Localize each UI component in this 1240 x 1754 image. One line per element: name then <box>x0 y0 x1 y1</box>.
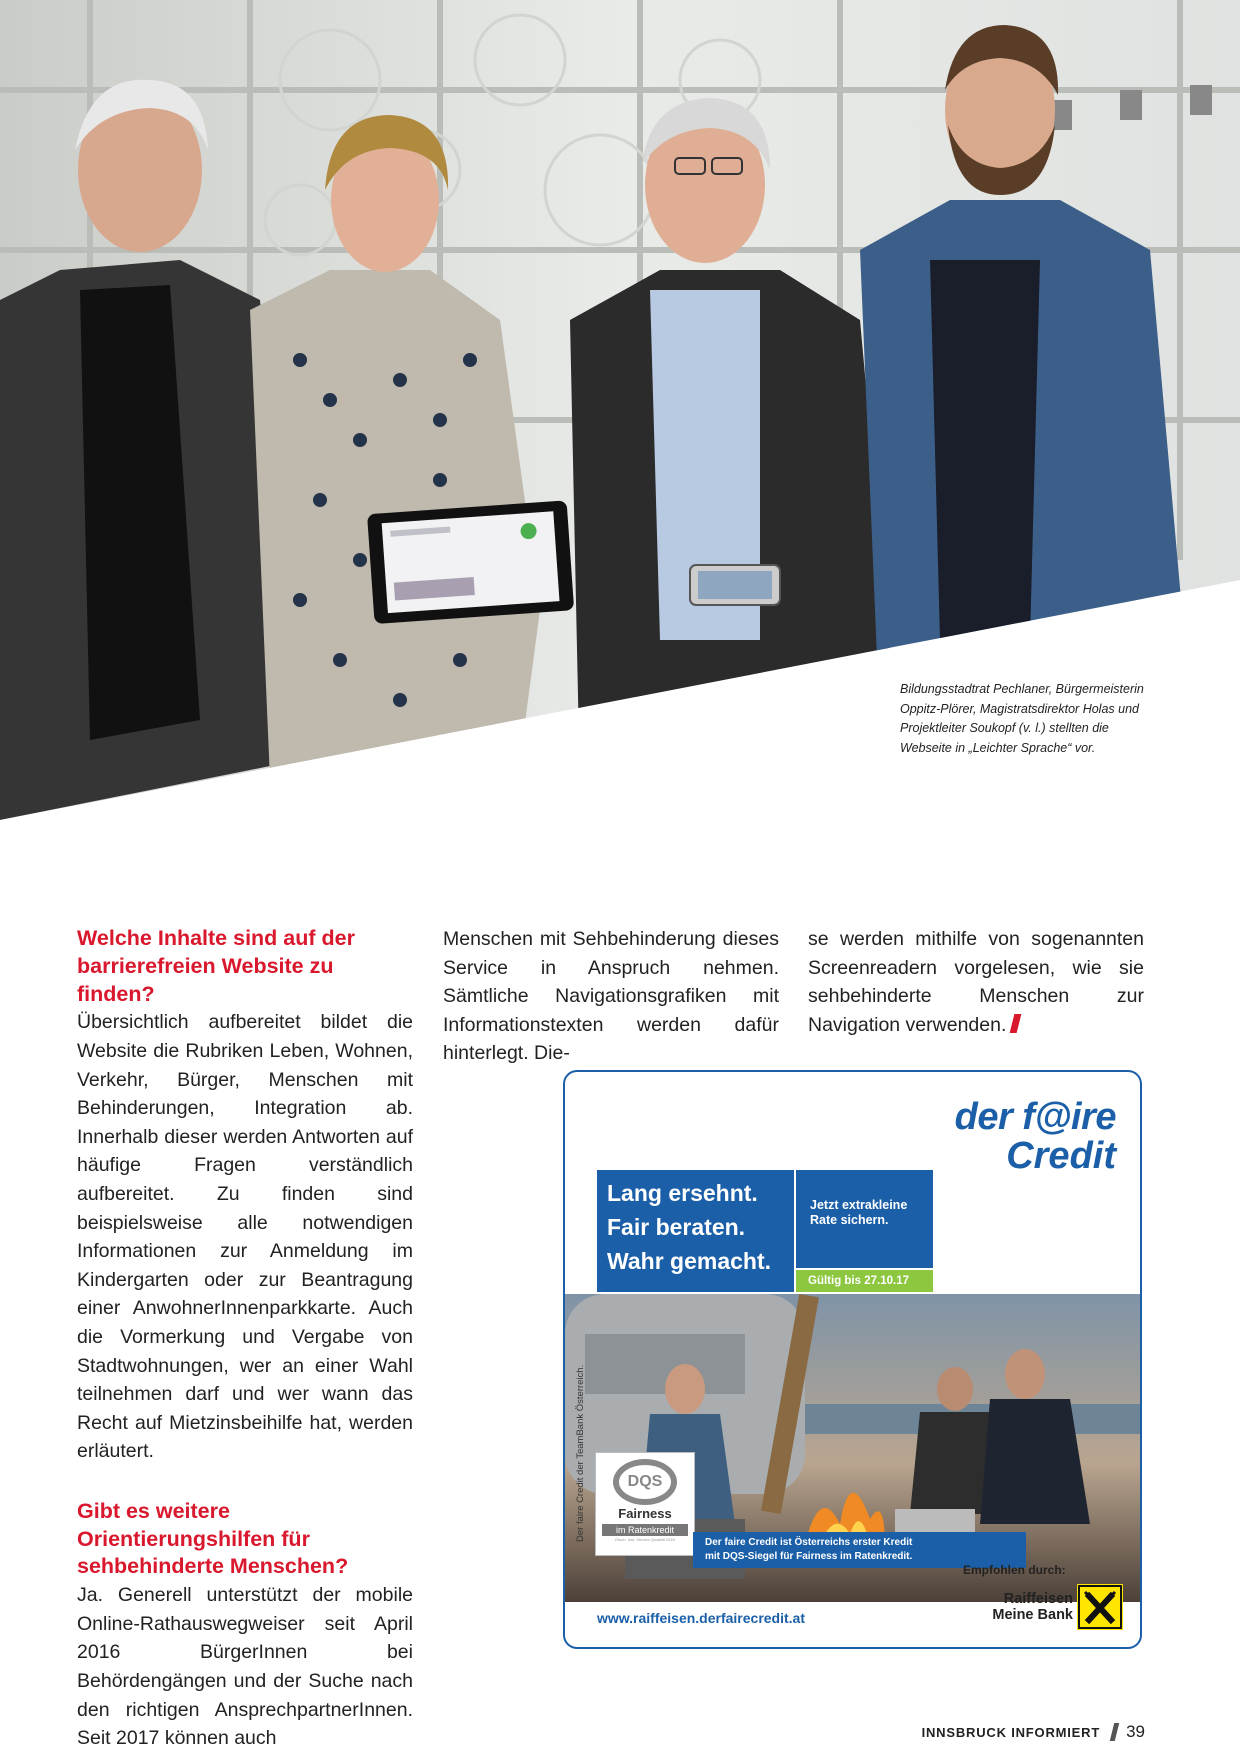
offer-line-1: Jetzt extrakleine <box>810 1198 908 1212</box>
advertisement[interactable] <box>563 1070 1142 1649</box>
raiffeisen-gable-cross-icon <box>1077 1584 1123 1630</box>
ad-headline-line: Lang ersehnt. <box>607 1180 758 1206</box>
raiffeisen-wordmark <box>963 1591 1073 1623</box>
column-3-text: se werden mithilfe von sogenannten Screenreadern vorgelesen, wie sie sehbehinderte Menschen zur Navigation verwenden. <box>808 928 1144 1036</box>
column-2-text: Menschen mit Sehbehinderung dieses Service in Anspruch nehmen. Sämtliche Navigationsgrafiken mit Informationstexten werden dafür hinterlegt. Die- <box>443 928 779 1065</box>
ad-headline-line: Wahr gemacht. <box>607 1248 772 1274</box>
note-line-1: Der faire Credit ist Österreichs erster Kredit <box>705 1537 913 1548</box>
der-faire-credit-logo <box>906 1098 1116 1176</box>
bank-line-1: Raiffeisen <box>1003 1591 1073 1607</box>
answer-paragraph-1: Übersichtlich aufbereitet bildet die Website die Rubriken Leben, Wohnen, Verkehr, Bürger, Menschen mit Behinderungen, Integration ab. Innerhalb dieser werden Antworten auf häufige Fragen verständlich aufbereitet. Zu finden sind beispielsweise alle notwendigen Informationen zur Anmeldung im Kindergarten oder zur Beantragung einer AnwohnerInnenparkkarte. Auch die Vormerkung und Vergabe von Stadtwohnungen, wer an einer Wahl teilnehmen darf und wer wann das Recht auf Mietzinsbeihilfe hat, werden erläutert. <box>77 1011 413 1463</box>
bank-line-2: Meine Bank <box>992 1607 1073 1623</box>
article-column-2 <box>443 925 779 1068</box>
valid-until-badge: Gültig bis 27.10.17 <box>794 1268 933 1292</box>
logo-line-1: der f@ire <box>954 1096 1116 1138</box>
article-column-1 <box>77 925 413 1753</box>
footer-divider-icon <box>1110 1723 1119 1741</box>
dqs-fairness-seal <box>595 1452 695 1556</box>
vertical-disclaimer: Der faire Credit der TeamBank Österreich. <box>575 1364 586 1542</box>
column-3-paragraph <box>808 925 1144 1039</box>
offer-line-2: Rate sichern. <box>810 1213 889 1227</box>
logo-line-2: Credit <box>1006 1135 1116 1177</box>
ad-headline-line: Fair beraten. <box>607 1214 746 1240</box>
seal-subtitle: im Ratenkredit <box>602 1524 688 1536</box>
answer-paragraph-2: Ja. Generell unterstützt der mobile Online-Rathauswegweiser seit April 2016 BürgerInnen bei Behördengängen und der Suche nach den richtigen AnsprechpartnerInnen. Seit 2017 können auch <box>77 1584 413 1750</box>
end-mark-icon <box>1010 1014 1022 1033</box>
publication-name: INNSBRUCK INFORMIERT <box>921 1724 1101 1740</box>
question-heading-2: Gibt es weitere Orientierungshilfen für sehbehinderte Menschen? <box>77 1498 349 1579</box>
page-footer <box>922 1722 1145 1742</box>
seal-title: Fairness <box>618 1506 672 1521</box>
article-column-3 <box>808 925 1144 1039</box>
note-line-2: mit DQS-Siegel für Fairness im Ratenkredit. <box>705 1551 913 1562</box>
offer-box <box>794 1170 933 1268</box>
photo-caption: Bildungsstadtrat Pechlaner, Bürgermeisterin Oppitz-Plörer, Magistratsdirektor Holas und Projektleiter Soukopf (v. l.) stellten die Webseite in „Leichter Sprache“ vor. <box>900 682 1144 755</box>
question-heading-1: Welche Inhalte sind auf der barrierefreien Website zu finden? <box>77 926 355 1006</box>
ad-headline-box <box>597 1170 794 1292</box>
page-number: 39 <box>1126 1722 1145 1741</box>
seal-small-print: Dtsch. Inst. Service-Qualität 2016 <box>615 1537 675 1542</box>
ad-url-link[interactable]: www.raiffeisen.derfairecredit.at <box>597 1610 805 1626</box>
recommended-by-label: Empfohlen durch: <box>963 1563 1066 1577</box>
dqs-logo-icon: DQS <box>613 1459 677 1505</box>
